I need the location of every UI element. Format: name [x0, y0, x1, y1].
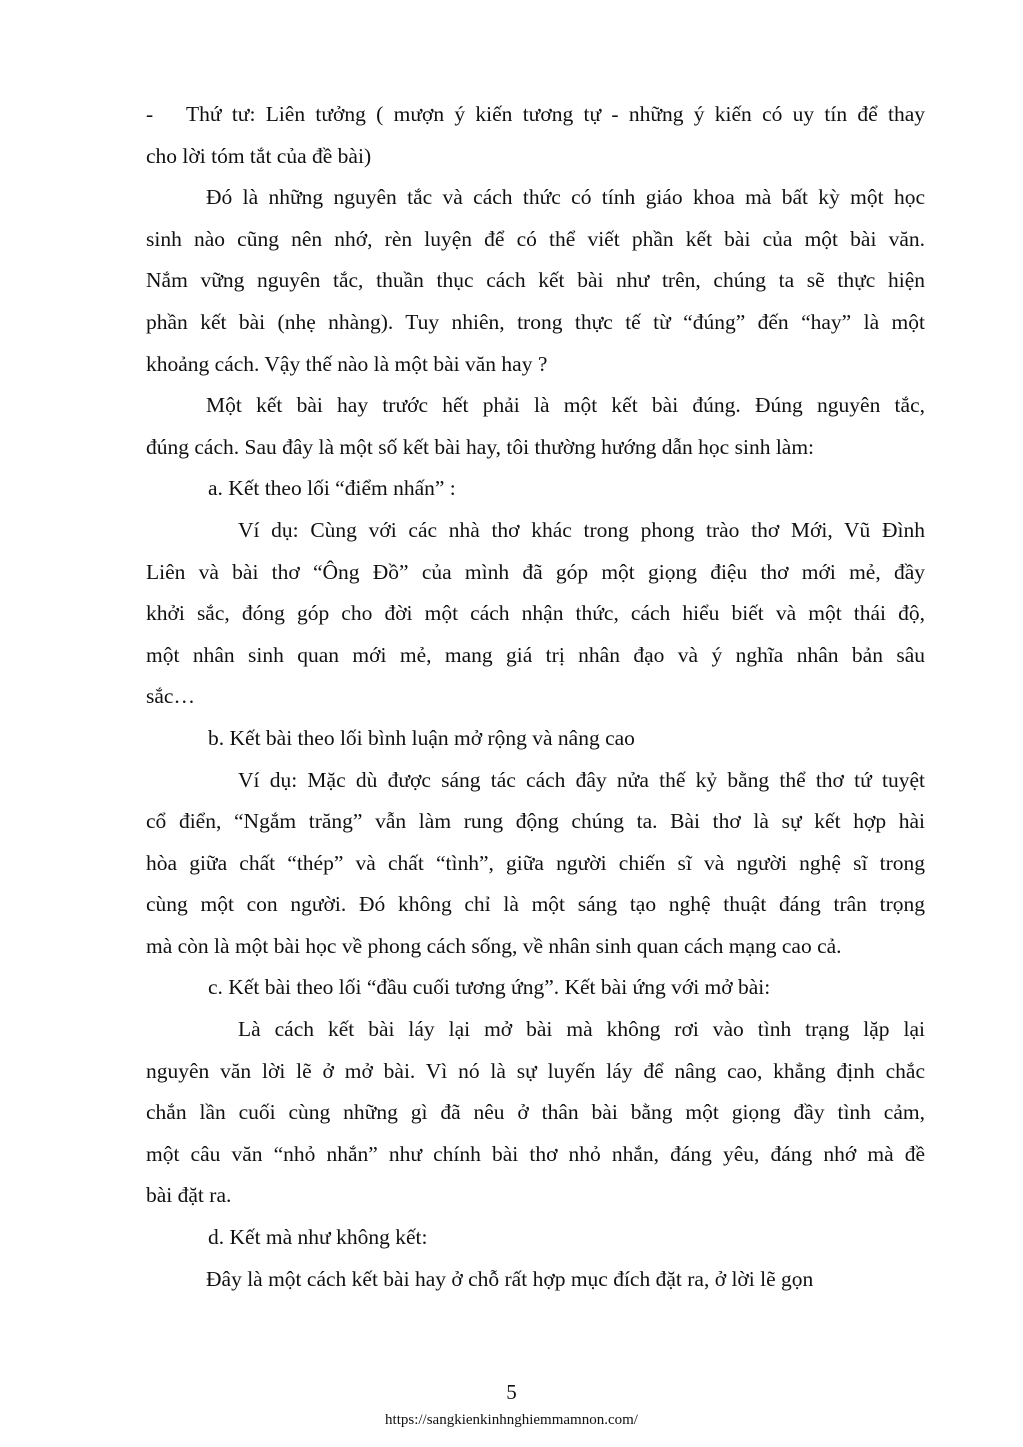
- list-heading-b: b. Kết bài theo lối bình luận mở rộng và nâng cao: [208, 725, 635, 750]
- body-text-line: nguyên văn lời lẽ ở mở bài. Vì nó là sự luyến láy để nâng cao, khẳng định chắc: [146, 1058, 925, 1083]
- example-text-line: Ví dụ: Cùng với các nhà thơ khác trong phong trào thơ Mới, Vũ Đình: [238, 517, 925, 542]
- list-heading-a: a. Kết theo lối “điểm nhấn” :: [208, 476, 456, 501]
- example-text-line: một nhân sinh quan mới mẻ, mang giá trị nhân đạo và ý nghĩa nhân bản sâu: [146, 642, 925, 667]
- body-text-line: Đây là một cách kết bài hay ở chỗ rất hợp mục đích đặt ra, ở lời lẽ gọn: [206, 1266, 814, 1291]
- body-text-line: một câu văn “nhỏ nhắn” như chính bài thơ nhỏ nhắn, đáng yêu, đáng nhớ mà đề: [146, 1141, 925, 1166]
- body-text-line: phần kết bài (nhẹ nhàng). Tuy nhiên, trong thực tế từ “đúng” đến “hay” là một: [146, 309, 925, 334]
- example-text-line: khởi sắc, đóng góp cho đời một cách nhận thức, cách hiểu biết và một thái độ,: [146, 601, 925, 626]
- example-text-line: hòa giữa chất “thép” và chất “tình”, giữa người chiến sĩ và người nghệ sĩ trong: [146, 850, 925, 875]
- footer-url: https://sangkienkinhnghiemmamnon.com/: [385, 1412, 638, 1428]
- list-heading-c: c. Kết bài theo lối “đầu cuối tương ứng”. Kết bài ứng với mở bài:: [208, 975, 771, 1000]
- list-heading-d: d. Kết mà như không kết:: [208, 1225, 428, 1250]
- example-text-line: mà còn là một bài học về phong cách sống, về nhân sinh quan cách mạng cao cả.: [146, 933, 842, 958]
- body-text-line: cho lời tóm tắt của đề bài): [146, 143, 372, 168]
- page-number: 5: [506, 1380, 517, 1404]
- body-text-line: Là cách kết bài láy lại mở bài mà không rơi vào tình trạng lặp lại: [238, 1017, 925, 1042]
- document-body: [146, 94, 925, 1300]
- body-text-line: bài đặt ra.: [146, 1183, 232, 1208]
- body-text-line: Đó là những nguyên tắc và cách thức có tính giáo khoa mà bất kỳ một học: [206, 185, 925, 210]
- body-text-line: Một kết bài hay trước hết phải là một kết bài đúng. Đúng nguyên tắc,: [206, 393, 925, 418]
- body-text-line: Nắm vững nguyên tắc, thuần thục cách kết bài như trên, chúng ta sẽ thực hiện: [146, 268, 925, 293]
- example-text-line: cùng một con người. Đó không chỉ là một sáng tạo nghệ thuật đáng trân trọng: [146, 892, 925, 917]
- body-text-line: sinh nào cũng nên nhớ, rèn luyện để có thể viết phần kết bài của một bài văn.: [146, 226, 925, 251]
- example-text-line: cổ điển, “Ngắm trăng” vẫn làm rung động chúng ta. Bài thơ là sự kết hợp hài: [146, 809, 925, 834]
- body-text-line: Thứ tư: Liên tưởng ( mượn ý kiến tương tự - những ý kiến có uy tín để thay: [186, 102, 925, 126]
- dash-list-line: [146, 94, 925, 136]
- body-text-line: khoảng cách. Vậy thế nào là một bài văn hay ?: [146, 351, 548, 376]
- example-text-line: sắc…: [146, 684, 195, 709]
- example-text-line: Liên và bài thơ “Ông Đồ” của mình đã góp một giọng điệu thơ mới mẻ, đầy: [146, 559, 925, 584]
- example-text-line: Ví dụ: Mặc dù được sáng tác cách đây nửa thế kỷ bằng thể thơ tứ tuyệt: [238, 767, 925, 792]
- dash-bullet: -: [146, 102, 154, 126]
- body-text-line: đúng cách. Sau đây là một số kết bài hay, tôi thường hướng dẫn học sinh làm:: [146, 434, 815, 459]
- body-text-line: chắn lần cuối cùng những gì đã nêu ở thân bài bằng một giọng đầy tình cảm,: [146, 1100, 925, 1125]
